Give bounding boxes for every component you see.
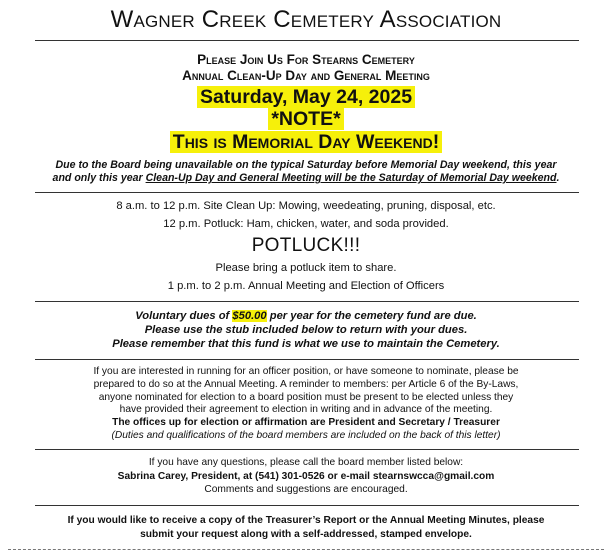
page-title: Wagner Creek Cemetery Association: [110, 6, 502, 33]
duties-note: (Duties and qualifications of the board members are included on the back of this letter): [111, 429, 501, 441]
report-request: [0, 514, 612, 541]
offices-up-for-election: The offices up for election or affirmation are President and Secretary / Treasurer: [112, 417, 500, 429]
explanation: [0, 159, 612, 185]
memorial-day-notice: This is Memorial Day Weekend!: [170, 131, 442, 153]
dues-line-2: Please use the stub included below to return with your dues.: [144, 324, 468, 336]
divider: [35, 505, 579, 506]
contact-president: Sabrina Carey, President, at (541) 301-0526 or e-mail stearnswcca@gmail.com: [117, 470, 495, 482]
divider: [35, 192, 579, 193]
explanation-line-1: Due to the Board being unavailable on the typical Saturday before Memorial Day weekend, this year: [55, 159, 557, 171]
report-line-1: If you would like to receive a copy of the Treasurer’s Report or the Annual Meeting Minutes, please: [67, 515, 545, 526]
divider: [35, 359, 579, 360]
report-line-2: submit your request along with a self-addressed, stamped envelope.: [140, 528, 472, 540]
memorial-row: [0, 131, 612, 153]
cut-line: [8, 549, 604, 550]
invitation-line-1: Please Join Us For Stearns Cemetery: [197, 52, 415, 67]
dues-line-1: [0, 309, 612, 323]
dues-amount: $50.00: [232, 310, 267, 322]
explanation-line-2-start: and only this year: [52, 172, 146, 184]
note-label: *NOTE*: [268, 108, 343, 130]
invitation-line-2: Annual Clean-Up Day and General Meeting: [182, 68, 430, 83]
note-row: [0, 108, 612, 130]
explanation-line-2-end: .: [556, 172, 560, 184]
divider: [35, 449, 579, 450]
contact-line-1: If you have any questions, please call the board member listed below:: [148, 457, 464, 468]
dues-line-1-start: Voluntary dues of: [135, 310, 233, 322]
dues-line-1-end: per year for the cemetery fund are due.: [266, 310, 477, 322]
officer-line-3: anyone nominated for election to a board position must be present to be elected unless they: [98, 391, 514, 403]
contact-section: [0, 456, 612, 497]
potluck-banner: POTLUCK!!!: [251, 235, 361, 256]
event-date-row: [0, 86, 612, 108]
officer-section: [0, 366, 612, 443]
divider: [35, 301, 579, 302]
explanation-underlined: Clean-Up Day and General Meeting will be the Saturday of Memorial Day weekend: [145, 172, 557, 184]
divider: [35, 40, 579, 41]
officer-line-4: have provided their agreement to election in writing and in advance of the meeting.: [119, 404, 493, 416]
dues-section: [0, 309, 612, 351]
dues-line-3: Please remember that this fund is what we use to maintain the Cemetery.: [112, 338, 500, 350]
schedule-potluck: 12 p.m. Potluck: Ham, chicken, water, and soda provided.: [163, 218, 449, 230]
officer-line-1: If you are interested in running for an officer position, or have someone to nominate, please be: [93, 366, 519, 377]
event-date: Saturday, May 24, 2025: [197, 86, 415, 108]
explanation-line-2: [0, 172, 612, 185]
contact-line-3: Comments and suggestions are encouraged.: [204, 484, 408, 495]
officer-line-2: prepared to do so at the Annual Meeting. A reminder to members: per Article 6 of the By-Laws,: [93, 378, 519, 390]
schedule-meeting: 1 p.m. to 2 p.m. Annual Meeting and Election of Officers: [167, 280, 445, 292]
bring-potluck-item: Please bring a potluck item to share.: [215, 262, 397, 274]
schedule-cleanup: 8 a.m. to 12 p.m. Site Clean Up: Mowing, weedeating, pruning, disposal, etc.: [116, 200, 496, 212]
